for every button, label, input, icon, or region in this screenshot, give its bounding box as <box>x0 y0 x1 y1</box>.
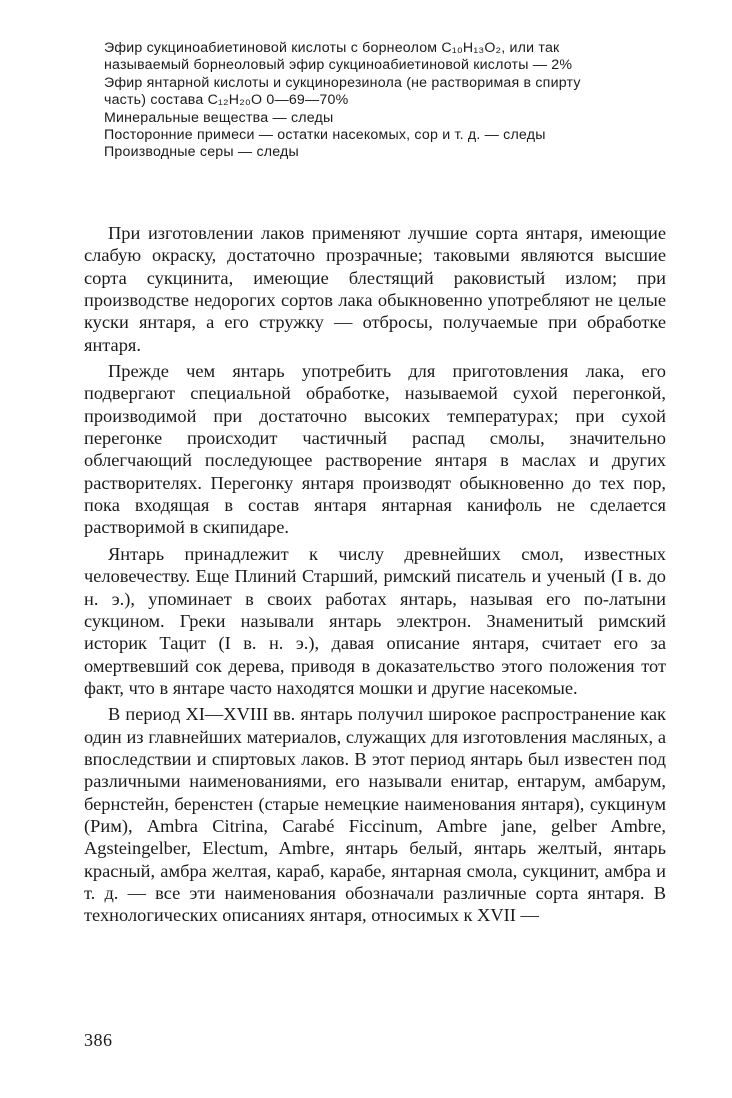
composition-item: Минеральные вещества — следы <box>104 109 334 126</box>
body-text <box>84 222 666 931</box>
composition-list <box>104 40 624 162</box>
paragraph: Прежде чем янтарь употребить для приготовления лака, его подвергают специальной обработке, называемой сухой перегонкой, производимой при достаточно высоких температурах; при сухой перегонке происходит частичный распад смолы, значительно облегчающий последующее растворение янтаря в маслах и других растворителях. Перегонку янтаря производят обыкновенно до тех пор, пока входящая в состав янтаря янтарная канифоль не сделается растворимой в скипидаре. <box>84 361 666 538</box>
paragraph: При изготовлении лаков применяют лучшие сорта янтаря, имеющие слабую окраску, достаточно прозрачные; таковыми являются высшие сорта сукцинита, имеющие блестящий раковистый излом; при производстве недорогих сортов лака обыкновенно употребляют не целые куски янтаря, а его стружку — отбросы, получаемые при обработке янтаря. <box>84 223 666 355</box>
composition-item: Эфир янтарной кислоты и сукцинорезинола (не растворимая в спирту часть) состава C₁₂H₂₀O 0—69—70% <box>104 74 581 109</box>
composition-item: Эфир сукциноабиетиновой кислоты с борнеолом C₁₀H₁₃O₂, или так называемый борнеоловый эфир сукциноабиетиновой кислоты — 2% <box>104 40 573 74</box>
composition-item: Производные серы — следы <box>104 144 299 161</box>
page-number: 386 <box>84 1030 113 1050</box>
paragraph: В период XI—XVIII вв. янтарь получил широкое распространение как один из главнейших материалов, служащих для изготовления масляных, а впоследствии и спиртовых лаков. В этот период янтарь был известен под различными наименованиями, его называли енитар, ентарум, амбарум, бернстейн, беренстен (старые немецкие наименования янтаря), сукцинум (Рим), Ambra Citrina, Carabé Ficcinum, Ambre jane, gelber Ambre, Agsteingelber, Electum, Ambre, янтарь белый, янтарь желтый, янтарь красный, амбра желтая, караб, карабе, янтарная смола, сукцинит, амбра и т. д. — все эти наименования обозначали различные сорта янтаря. В технологических описаниях янтаря, относимых к XVII — <box>84 704 666 926</box>
composition-item: Посторонние примеси — остатки насекомых, сор и т. д. — следы <box>104 127 546 144</box>
paragraph: Янтарь принадлежит к числу древнейших смол, известных человечеству. Еще Плиний Старший, римский писатель и ученый (I в. до н. э.), упоминает в своих работах янтарь, называя его по-латыни сукцином. Греки называли янтарь электрон. Знаменитый римский историк Тацит (I в. н. э.), давая описание янтаря, считает его за омертвевший сок дерева, приводя в доказательство этого положения тот факт, что в янтаре часто находятся мошки и другие насекомые. <box>84 543 666 698</box>
